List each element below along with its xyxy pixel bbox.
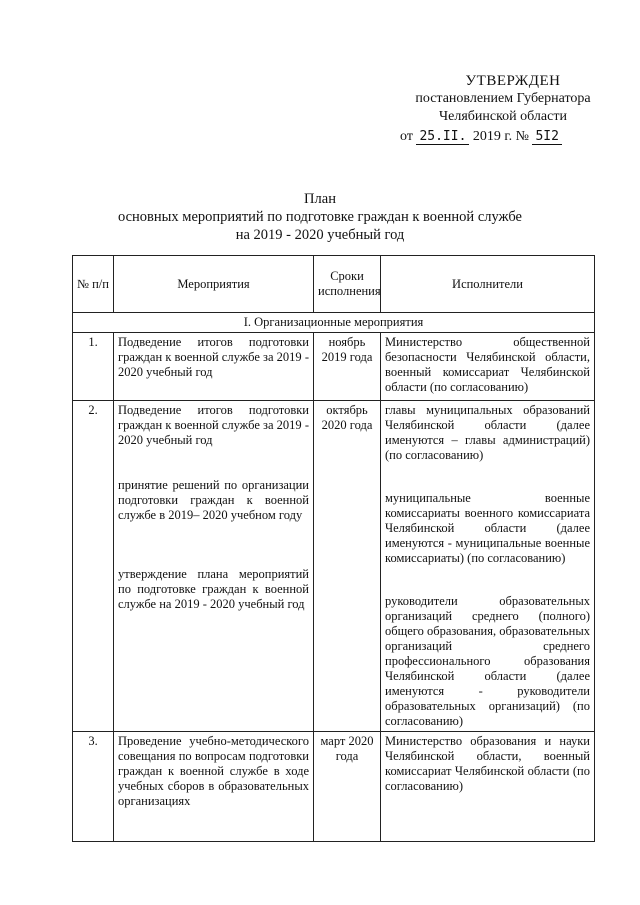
approval-line-1: постановлением Губернатора xyxy=(415,91,591,106)
date-year: 2019 г. № xyxy=(472,129,529,144)
row-activity xyxy=(114,732,314,842)
row-executors xyxy=(381,732,595,842)
executor-text: муниципальные военные комиссариаты военного комиссариата Челябинской области (далее именуются - муниципальные военные комиссариаты) (по согласованию) xyxy=(385,491,590,565)
approval-date-line xyxy=(400,128,618,146)
row-activity xyxy=(114,333,314,401)
section-title: I. Организационные мероприятия xyxy=(73,313,595,333)
table-row xyxy=(73,333,595,401)
row-term: март 2020 года xyxy=(314,732,381,842)
table-row xyxy=(73,732,595,842)
activity-text: Проведение учебно-методического совещания по вопросам подготовки граждан к военной службе в ходе учебных сборов в образовательных организациях xyxy=(118,734,309,808)
document-title xyxy=(100,190,540,244)
header-activity: Мероприятия xyxy=(114,256,314,313)
table-header-row xyxy=(73,256,595,313)
title-line-3: на 2019 - 2020 учебный год xyxy=(235,227,405,243)
approval-stamp xyxy=(388,72,618,146)
row-executors xyxy=(381,333,595,401)
executor-text: руководители образовательных организаций среднего (полного) общего образования, образовательных организаций среднего профессионального образования Челябинской области (далее именуются - руководители образовательных организаций) (по согласованию) xyxy=(385,594,590,728)
date-prefix: от xyxy=(400,129,413,144)
approval-date: 25.II. xyxy=(416,129,469,145)
row-activity xyxy=(114,401,314,732)
activity-text: Подведение итогов подготовки граждан к военной службе за 2019 - 2020 учебный год xyxy=(118,403,309,447)
header-term: Сроки исполнения xyxy=(314,256,381,313)
title-line-2: основных мероприятий по подготовке граждан к военной службе xyxy=(117,209,522,225)
section-row xyxy=(73,313,595,333)
activity-text: Подведение итогов подготовки граждан к военной службе за 2019 - 2020 учебный год xyxy=(118,335,309,379)
row-num: 3. xyxy=(73,732,114,842)
row-executors xyxy=(381,401,595,732)
executor-text: главы муниципальных образований Челябинской области (далее именуются – главы администраций) (по согласованию) xyxy=(385,403,590,462)
approval-title: УТВЕРЖДЕН xyxy=(465,73,561,89)
approval-number: 5I2 xyxy=(532,129,561,145)
header-num: № п/п xyxy=(73,256,114,313)
header-executors: Исполнители xyxy=(381,256,595,313)
row-term: ноябрь 2019 года xyxy=(314,333,381,401)
row-num: 2. xyxy=(73,401,114,732)
row-num: 1. xyxy=(73,333,114,401)
title-line-1: План xyxy=(304,191,336,207)
activity-text: утверждение плана мероприятий по подготовке граждан к военной службе на 2019 - 2020 учебный год xyxy=(118,567,309,611)
plan-table xyxy=(72,255,595,842)
executor-text: Министерство общественной безопасности Челябинской области, военный комиссариат Челябинской области (по согласованию) xyxy=(385,335,590,394)
executor-text: Министерство образования и науки Челябинской области, военный комиссариат Челябинской области (по согласованию) xyxy=(385,734,590,793)
row-term: октябрь 2020 года xyxy=(314,401,381,732)
activity-text: принятие решений по организации подготовки граждан к военной службе в 2019– 2020 учебном году xyxy=(118,478,309,522)
table-row xyxy=(73,401,595,732)
approval-line-2: Челябинской области xyxy=(439,109,567,124)
